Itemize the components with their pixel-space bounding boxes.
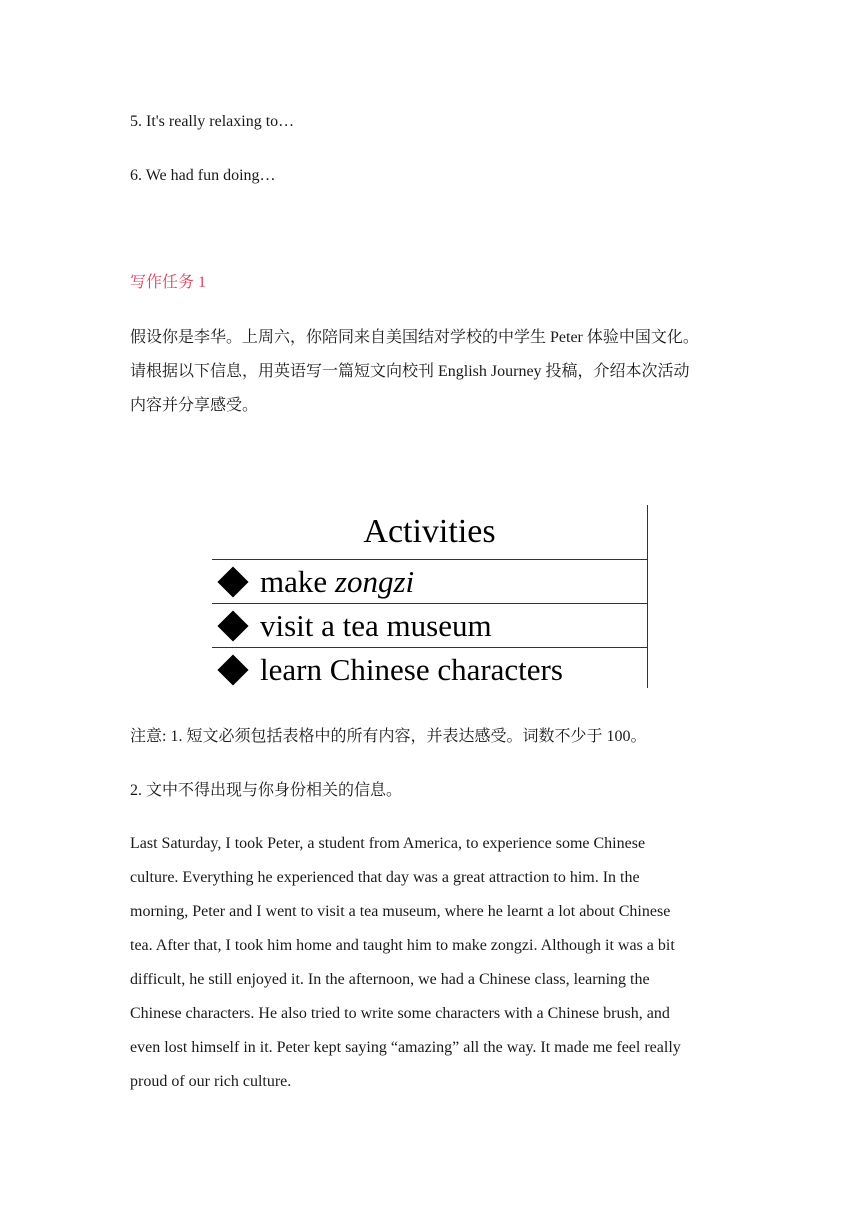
prompt-line-5: 5. It's really relaxing to… [130, 113, 295, 130]
prompt-line-6: 6. We had fun doing… [130, 167, 276, 184]
activity-text-italic: zongzi [334, 564, 415, 599]
essay-line: tea. After that, I took him home and taught him to make zongzi. Although it was a bit [130, 937, 675, 954]
task-heading: 写作任务 1 [130, 274, 207, 291]
instruction-line: 请根据以下信息，用英语写一篇短文向校刊 English Journey 投稿，介绍本次活动 [130, 363, 690, 380]
essay-line: Last Saturday, I took Peter, a student from America, to experience some Chinese [130, 835, 646, 852]
essay-line: proud of our rich culture. [130, 1073, 292, 1090]
activity-row [212, 560, 647, 604]
diamond-bullet-icon [217, 654, 248, 685]
instruction-line: 假设你是李华。上周六，你陪同来自美国结对学校的中学生 Peter 体验中国文化。 [130, 329, 699, 346]
essay-line: Chinese characters. He also tried to write some characters with a Chinese brush, and [130, 1005, 670, 1022]
activity-row [212, 604, 647, 648]
essay-line: morning, Peter and I went to visit a tea museum, where he learnt a lot about Chinese [130, 903, 671, 920]
essay-line: difficult, he still enjoyed it. In the afternoon, we had a Chinese class, learning the [130, 971, 650, 988]
task-instructions [130, 321, 760, 423]
activity-text: make [260, 564, 335, 599]
activity-text: learn Chinese characters [260, 652, 563, 687]
diamond-bullet-icon [217, 610, 248, 641]
diamond-bullet-icon [217, 566, 248, 597]
note-line-2: 2. 文中不得出现与你身份相关的信息。 [130, 782, 403, 799]
activities-table [212, 505, 648, 688]
note-line-1: 注意: 1. 短文必须包括表格中的所有内容，并表达感受。词数不少于 100。 [130, 728, 647, 745]
essay-line: even lost himself in it. Peter kept saying “amazing” all the way. It made me feel really [130, 1039, 681, 1056]
instruction-line: 内容并分享感受。 [130, 397, 259, 414]
essay-text [130, 827, 760, 1099]
essay-line: culture. Everything he experienced that day was a great attraction to him. In the [130, 869, 640, 886]
activity-row [212, 648, 647, 691]
activity-text: visit a tea museum [260, 608, 492, 643]
activities-table-header: Activities [212, 505, 647, 560]
